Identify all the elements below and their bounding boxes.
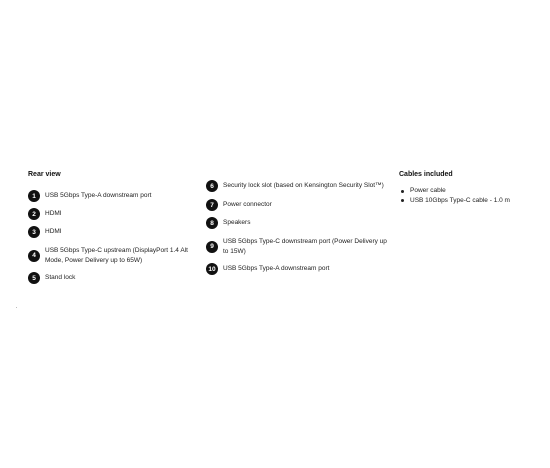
- cables-included-heading: Cables included: [399, 171, 453, 178]
- cable-item: Power cable: [401, 186, 510, 196]
- port-item-3: [28, 226, 62, 238]
- port-item-6: [206, 180, 384, 192]
- port-number-badge: 2: [28, 208, 40, 220]
- port-number-badge: 1: [28, 190, 40, 202]
- port-label: HDMI: [45, 228, 62, 236]
- port-number-badge: 3: [28, 226, 40, 238]
- rear-view-column: [28, 168, 198, 282]
- port-number-badge: 5: [28, 272, 40, 284]
- port-label: Stand lock: [45, 274, 76, 282]
- port-item-10: [206, 263, 329, 275]
- port-label: Power connector: [223, 201, 272, 209]
- port-item-2: [28, 208, 62, 220]
- port-number-badge: 9: [206, 241, 218, 253]
- port-item-4: [28, 246, 198, 265]
- port-number-badge: 4: [28, 250, 40, 262]
- rear-view-heading: Rear view: [28, 171, 61, 178]
- cable-item: USB 10Gbps Type-C cable - 1.0 m: [401, 196, 510, 206]
- port-number-badge: 7: [206, 199, 218, 211]
- port-label: USB 5Gbps Type-C upstream (DisplayPort 1.4 Alt Mode, Power Delivery up to 65W): [45, 247, 188, 264]
- decorative-dot: [16, 307, 17, 308]
- port-label: Security lock slot (based on Kensington Security Slot™): [223, 182, 384, 190]
- port-number-badge: 8: [206, 217, 218, 229]
- port-item-9: [206, 237, 388, 256]
- port-label: USB 5Gbps Type-C downstream port (Power Delivery up to 15W): [223, 238, 387, 255]
- cables-included-column: [399, 168, 519, 204]
- port-item-1: [28, 190, 151, 202]
- port-label: Speakers: [223, 219, 251, 227]
- port-item-8: [206, 217, 250, 229]
- port-item-7: [206, 199, 272, 211]
- port-label: USB 5Gbps Type-A downstream port: [223, 265, 330, 273]
- port-label: USB 5Gbps Type-A downstream port: [45, 192, 152, 200]
- cables-list: [401, 186, 510, 205]
- port-label: HDMI: [45, 210, 62, 218]
- port-number-badge: 6: [206, 180, 218, 192]
- port-number-badge: 10: [206, 263, 218, 275]
- port-item-5: [28, 272, 75, 284]
